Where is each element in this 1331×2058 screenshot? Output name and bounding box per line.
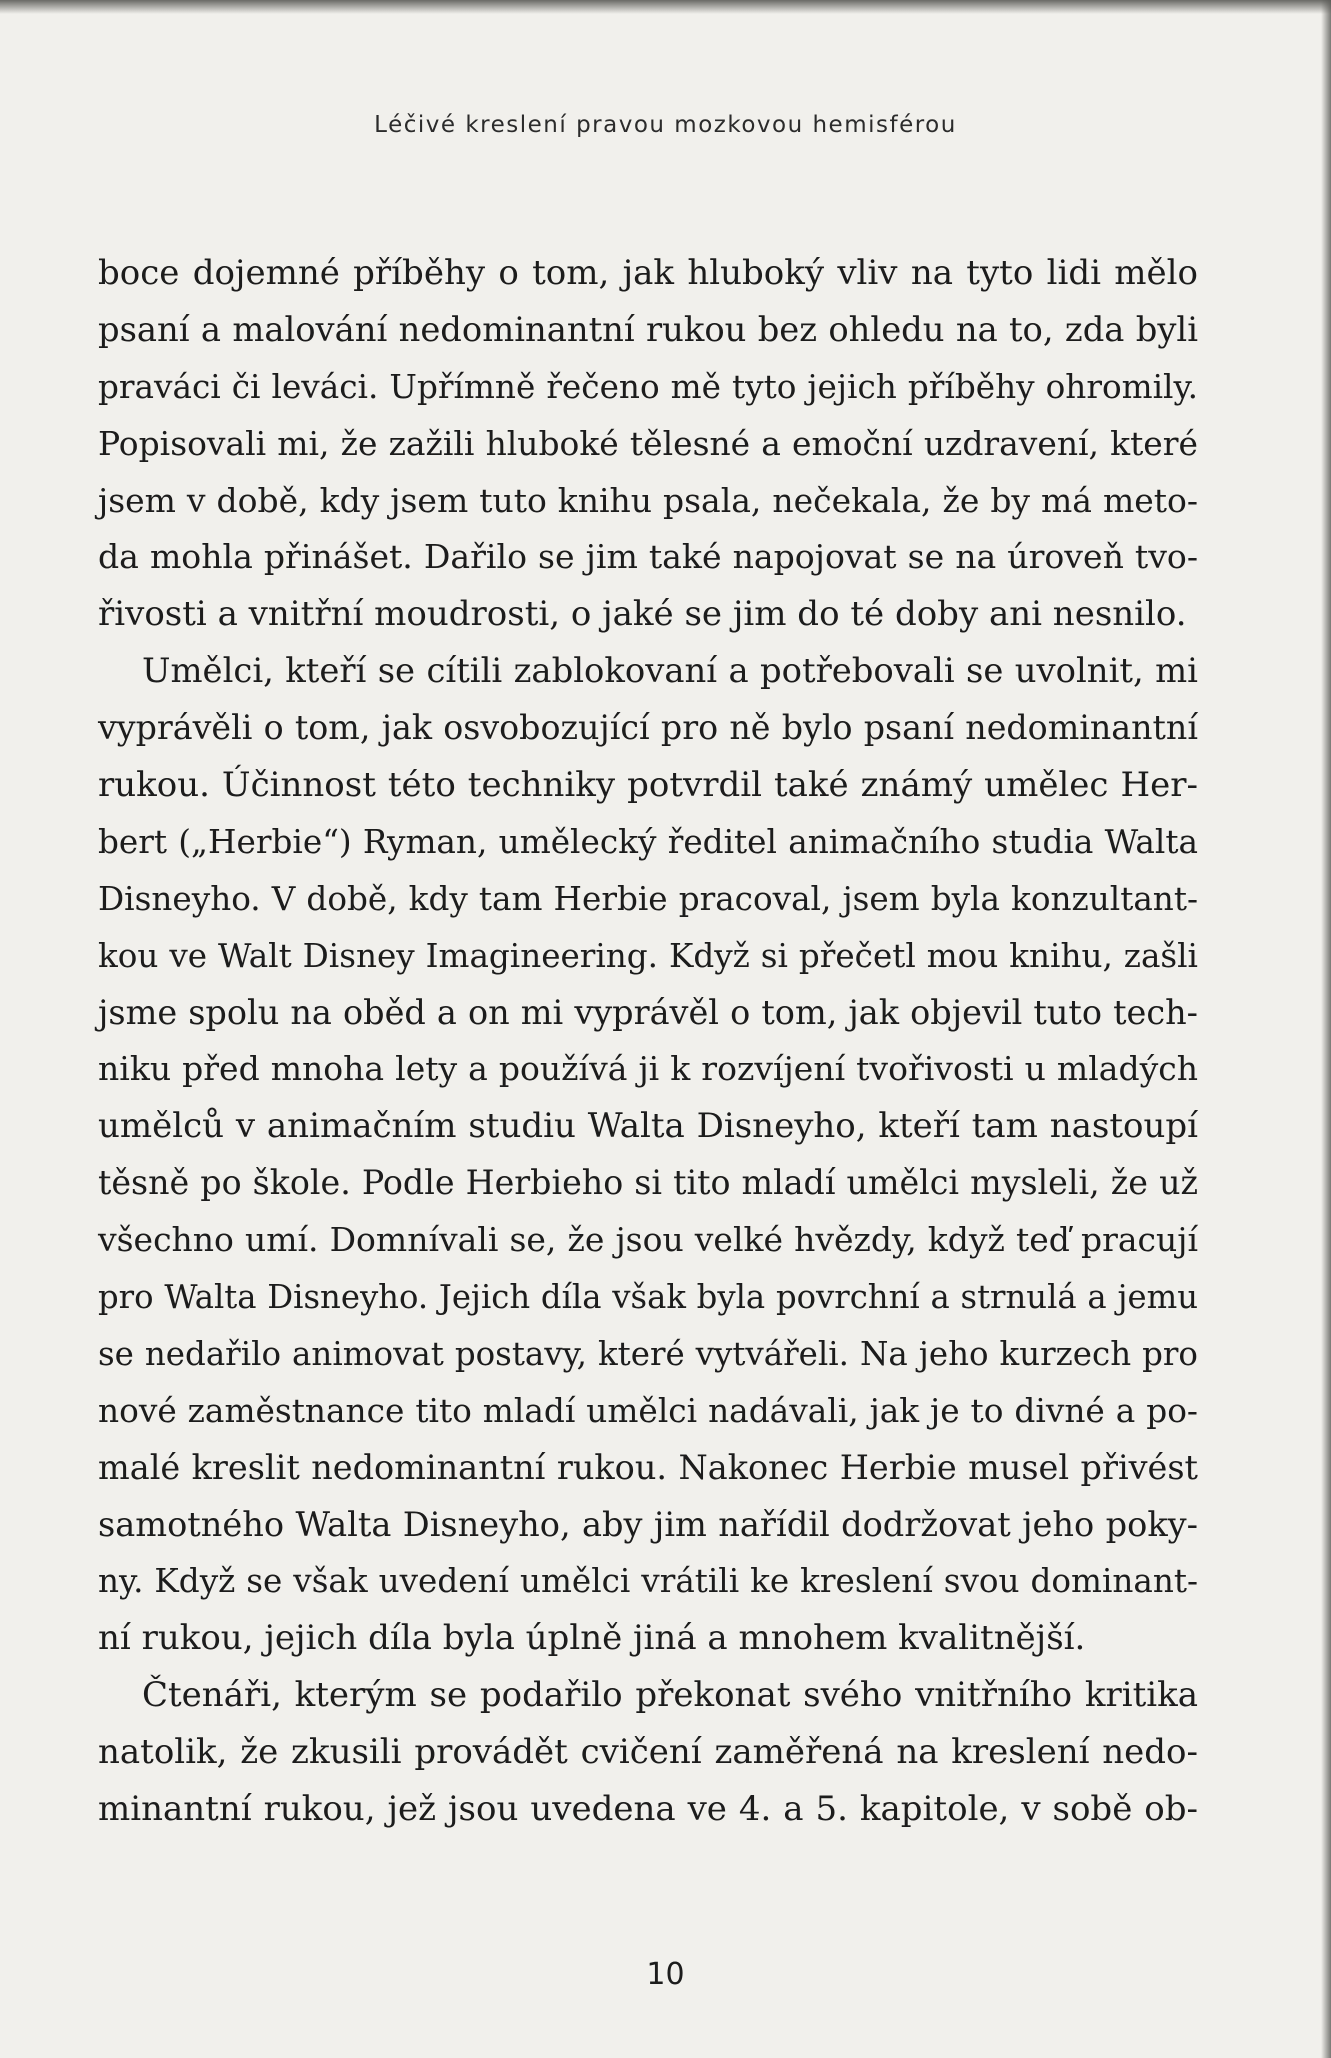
page-number: 10 [646, 1957, 685, 1992]
text-line: jsem v době, kdy jsem tuto knihu psala, nečekala, že by má meto- [98, 480, 1198, 520]
text-line: niku před mnoha lety a používá ji k rozvíjení tvořivosti u mladých [98, 1049, 1198, 1089]
text-line: nové zaměstnance tito mladí umělci nadávali, jak je to divné a po- [98, 1391, 1198, 1430]
text-line: samotného Walta Disneyho, aby jim nařídil dodržovat jeho poky- [98, 1504, 1198, 1544]
paragraph [98, 1667, 1198, 1838]
paragraph [98, 643, 1198, 1667]
text-line: natolik, že zkusili provádět cvičení zaměřená na kreslení nedo- [98, 1732, 1198, 1773]
text-line: Popisovali mi, že zažili hluboké tělesné a emoční uzdravení, které [98, 423, 1198, 463]
text-line: umělců v animačním studiu Walta Disneyho, kteří tam nastoupí [98, 1106, 1198, 1147]
text-line: Disneyho. V době, kdy tam Herbie pracoval, jsem byla konzultant- [98, 879, 1198, 918]
text-line: řivosti a vnitřní moudrosti, o jaké se jim do té doby ani nesnilo. [98, 594, 1187, 635]
text-line: minantní rukou, jež jsou uvedena ve 4. a 5. kapitole, v sobě ob- [98, 1789, 1198, 1830]
text-line: praváci či leváci. Upřímně řečeno mě tyto jejich příběhy ohromily. [98, 367, 1198, 406]
text-line: da mohla přinášet. Dařilo se jim také napojovat se na úroveň tvo- [98, 537, 1198, 577]
body-text [98, 245, 1198, 1838]
text-line: ny. Když se však uvedení umělci vrátili ke kreslení svou dominant- [98, 1562, 1198, 1601]
text-line: rukou. Účinnost této techniky potvrdil také známý umělec Her- [98, 765, 1198, 806]
text-line: kou ve Walt Disney Imagineering. Když si přečetl mou knihu, zašli [98, 936, 1198, 975]
text-line: malé kreslit nedominantní rukou. Nakonec Herbie musel přivést [98, 1447, 1198, 1487]
text-line: vyprávěli o tom, jak osvobozující pro ně bylo psaní nedominantní [98, 708, 1198, 748]
text-line: těsně po škole. Podle Herbieho si tito mladí umělci mysleli, že už [98, 1163, 1198, 1203]
text-line: pro Walta Disneyho. Jejich díla však byla povrchní a strnulá a jemu [98, 1278, 1198, 1317]
text-line: psaní a malování nedominantní rukou bez ohledu na to, zda byli [98, 309, 1198, 349]
running-head: Léčivé kreslení pravou mozkovou hemisférou [374, 112, 957, 138]
text-line: se nedařilo animovat postavy, které vytvářeli. Na jeho kurzech pro [98, 1334, 1198, 1373]
text-line: jsme spolu na oběd a on mi vyprávěl o tom, jak objevil tuto tech- [98, 992, 1198, 1032]
text-line: Čtenáři, kterým se podařilo překonat svého vnitřního kritika [142, 1675, 1198, 1716]
page-right-edge [1321, 0, 1331, 2058]
page-top-edge [0, 0, 1331, 14]
text-line: všechno umí. Domnívali se, že jsou velké hvězdy, když teď pracují [98, 1220, 1198, 1260]
text-line: boce dojemné příběhy o tom, jak hluboký vliv na tyto lidi mělo [98, 253, 1198, 293]
text-line: ní rukou, jejich díla byla úplně jiná a mnohem kvalitnější. [98, 1618, 1086, 1659]
text-line: Umělci, kteří se cítili zablokovaní a potřebovali se uvolnit, mi [142, 651, 1198, 691]
paragraph [98, 245, 1198, 643]
text-line: bert („Herbie“) Ryman, umělecký ředitel animačního studia Walta [98, 822, 1198, 861]
